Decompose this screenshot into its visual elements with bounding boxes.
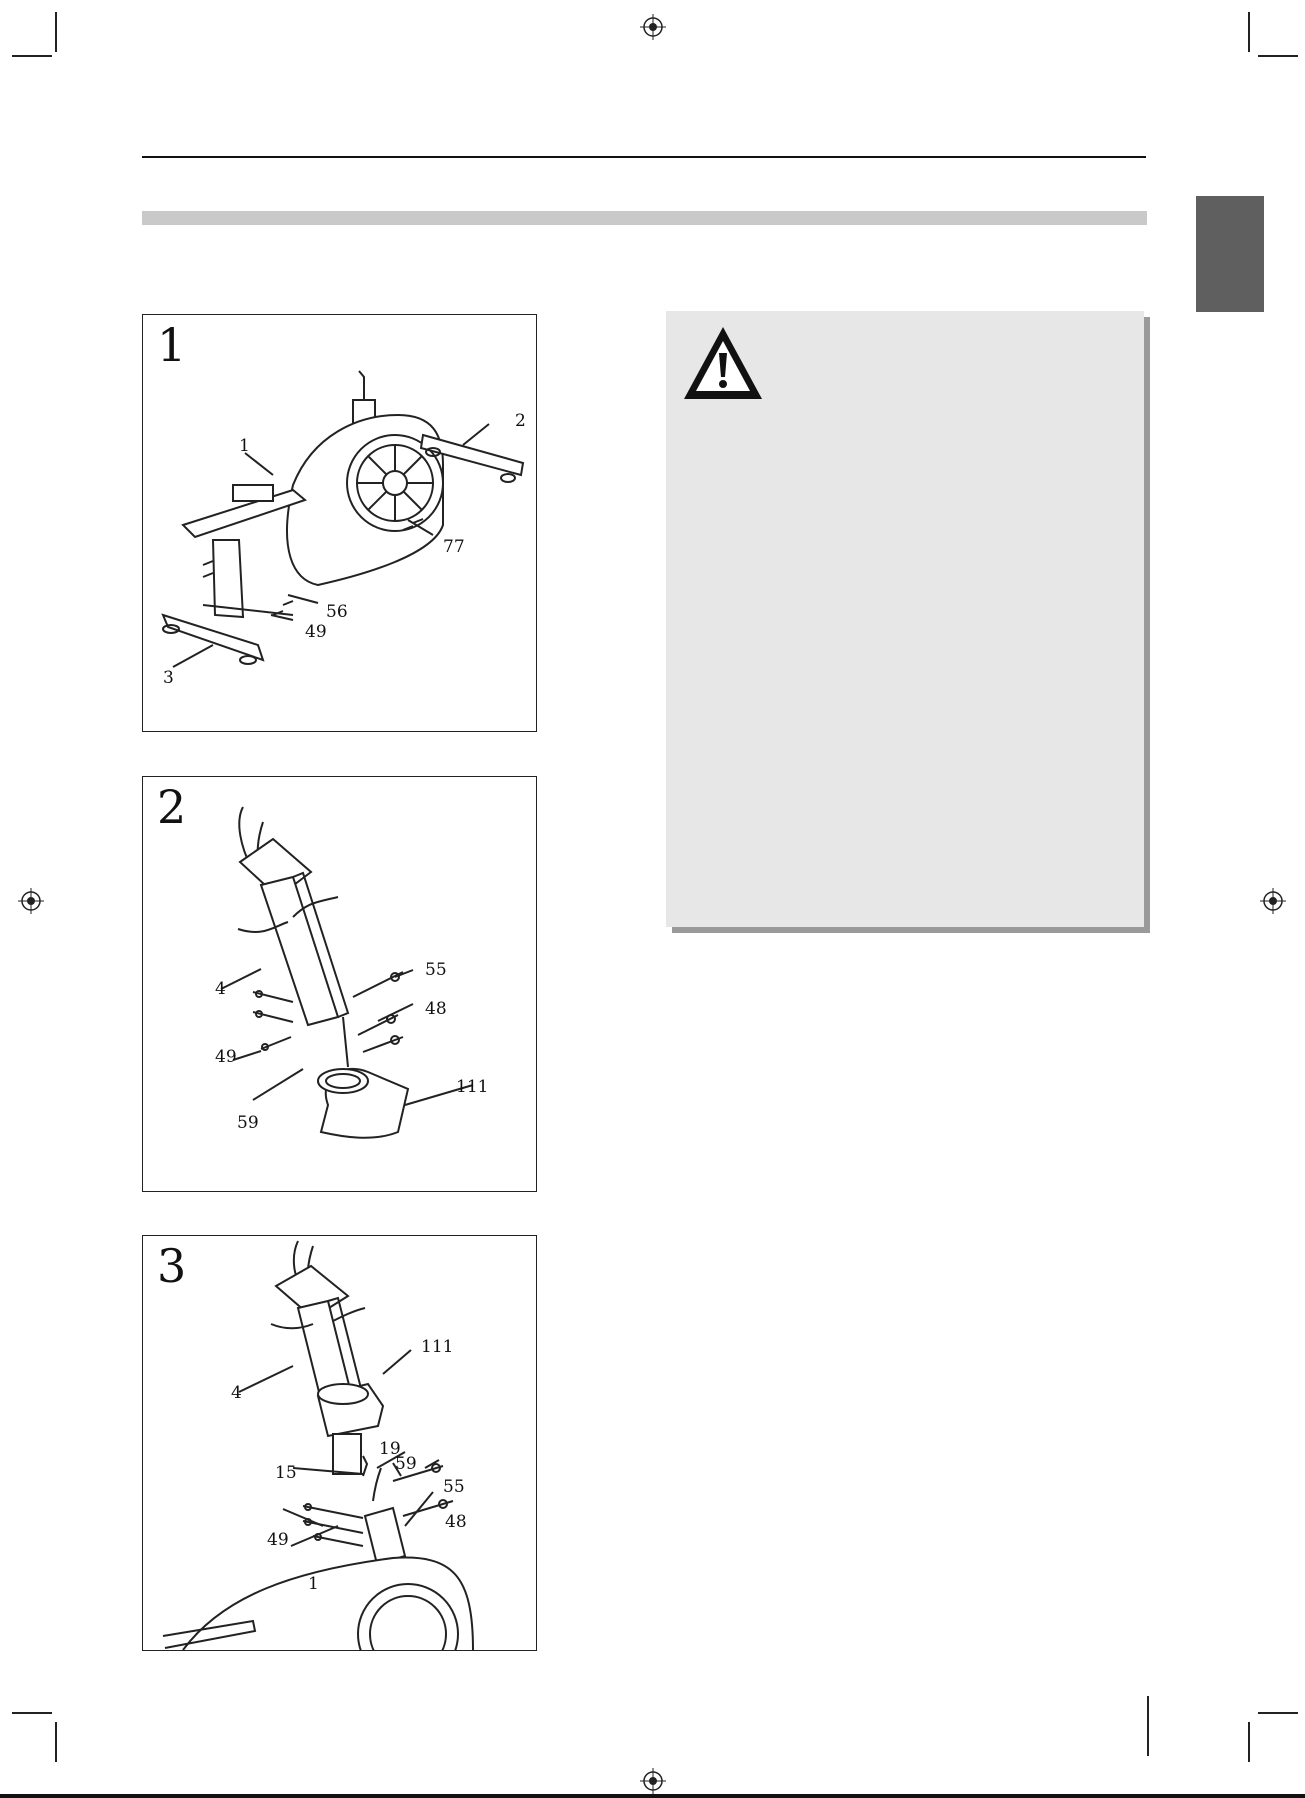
callout-label: 1 xyxy=(239,436,250,456)
warning-triangle-icon xyxy=(680,323,766,403)
chapter-tab xyxy=(1196,196,1264,312)
bike-frame-drawing xyxy=(143,315,536,731)
callout-label: 111 xyxy=(456,1077,489,1097)
figure-1 xyxy=(142,314,537,732)
crop-mark xyxy=(55,1722,57,1762)
callout-label: 1 xyxy=(308,1574,319,1594)
callout-label: 49 xyxy=(267,1530,289,1550)
crop-mark xyxy=(12,55,52,57)
registration-mark-icon xyxy=(640,1768,666,1794)
callout-label: 77 xyxy=(443,537,465,557)
callout-label: 49 xyxy=(215,1047,237,1067)
crop-mark xyxy=(1258,55,1298,57)
callout-label: 111 xyxy=(421,1337,454,1357)
section-band xyxy=(142,211,1147,225)
footer-strip xyxy=(0,1794,1305,1798)
figure-2 xyxy=(142,776,537,1192)
crop-mark xyxy=(55,12,57,52)
figure-3 xyxy=(142,1235,537,1651)
callout-label: 48 xyxy=(425,999,447,1019)
callout-label: 19 xyxy=(379,1439,401,1459)
callout-label: 49 xyxy=(305,622,327,642)
crop-mark xyxy=(1258,1712,1298,1714)
console-mast-drawing xyxy=(143,777,536,1191)
callout-label: 4 xyxy=(231,1383,242,1403)
callout-label: 55 xyxy=(443,1477,465,1497)
callout-label: 55 xyxy=(425,960,447,980)
mast-installation-drawing xyxy=(143,1236,536,1650)
header-rule xyxy=(142,156,1146,158)
crop-mark xyxy=(1248,12,1250,52)
callout-label: 59 xyxy=(237,1113,259,1133)
callout-label: 3 xyxy=(163,668,174,688)
crop-mark xyxy=(12,1712,52,1714)
registration-mark-icon xyxy=(18,888,44,914)
registration-mark-icon xyxy=(640,14,666,40)
crop-mark xyxy=(1248,1722,1250,1762)
callout-label: 2 xyxy=(515,411,526,431)
callout-label: 15 xyxy=(275,1463,297,1483)
figure-number: 1 xyxy=(157,318,187,372)
callout-label: 48 xyxy=(445,1512,467,1532)
page-number-rule xyxy=(1147,1696,1149,1756)
callout-label: 59 xyxy=(395,1454,417,1474)
figure-number: 2 xyxy=(157,780,187,834)
figure-number: 3 xyxy=(157,1239,187,1293)
callout-label: 56 xyxy=(326,602,348,622)
warning-box xyxy=(666,311,1144,927)
callout-label: 4 xyxy=(215,979,226,999)
registration-mark-icon xyxy=(1260,888,1286,914)
